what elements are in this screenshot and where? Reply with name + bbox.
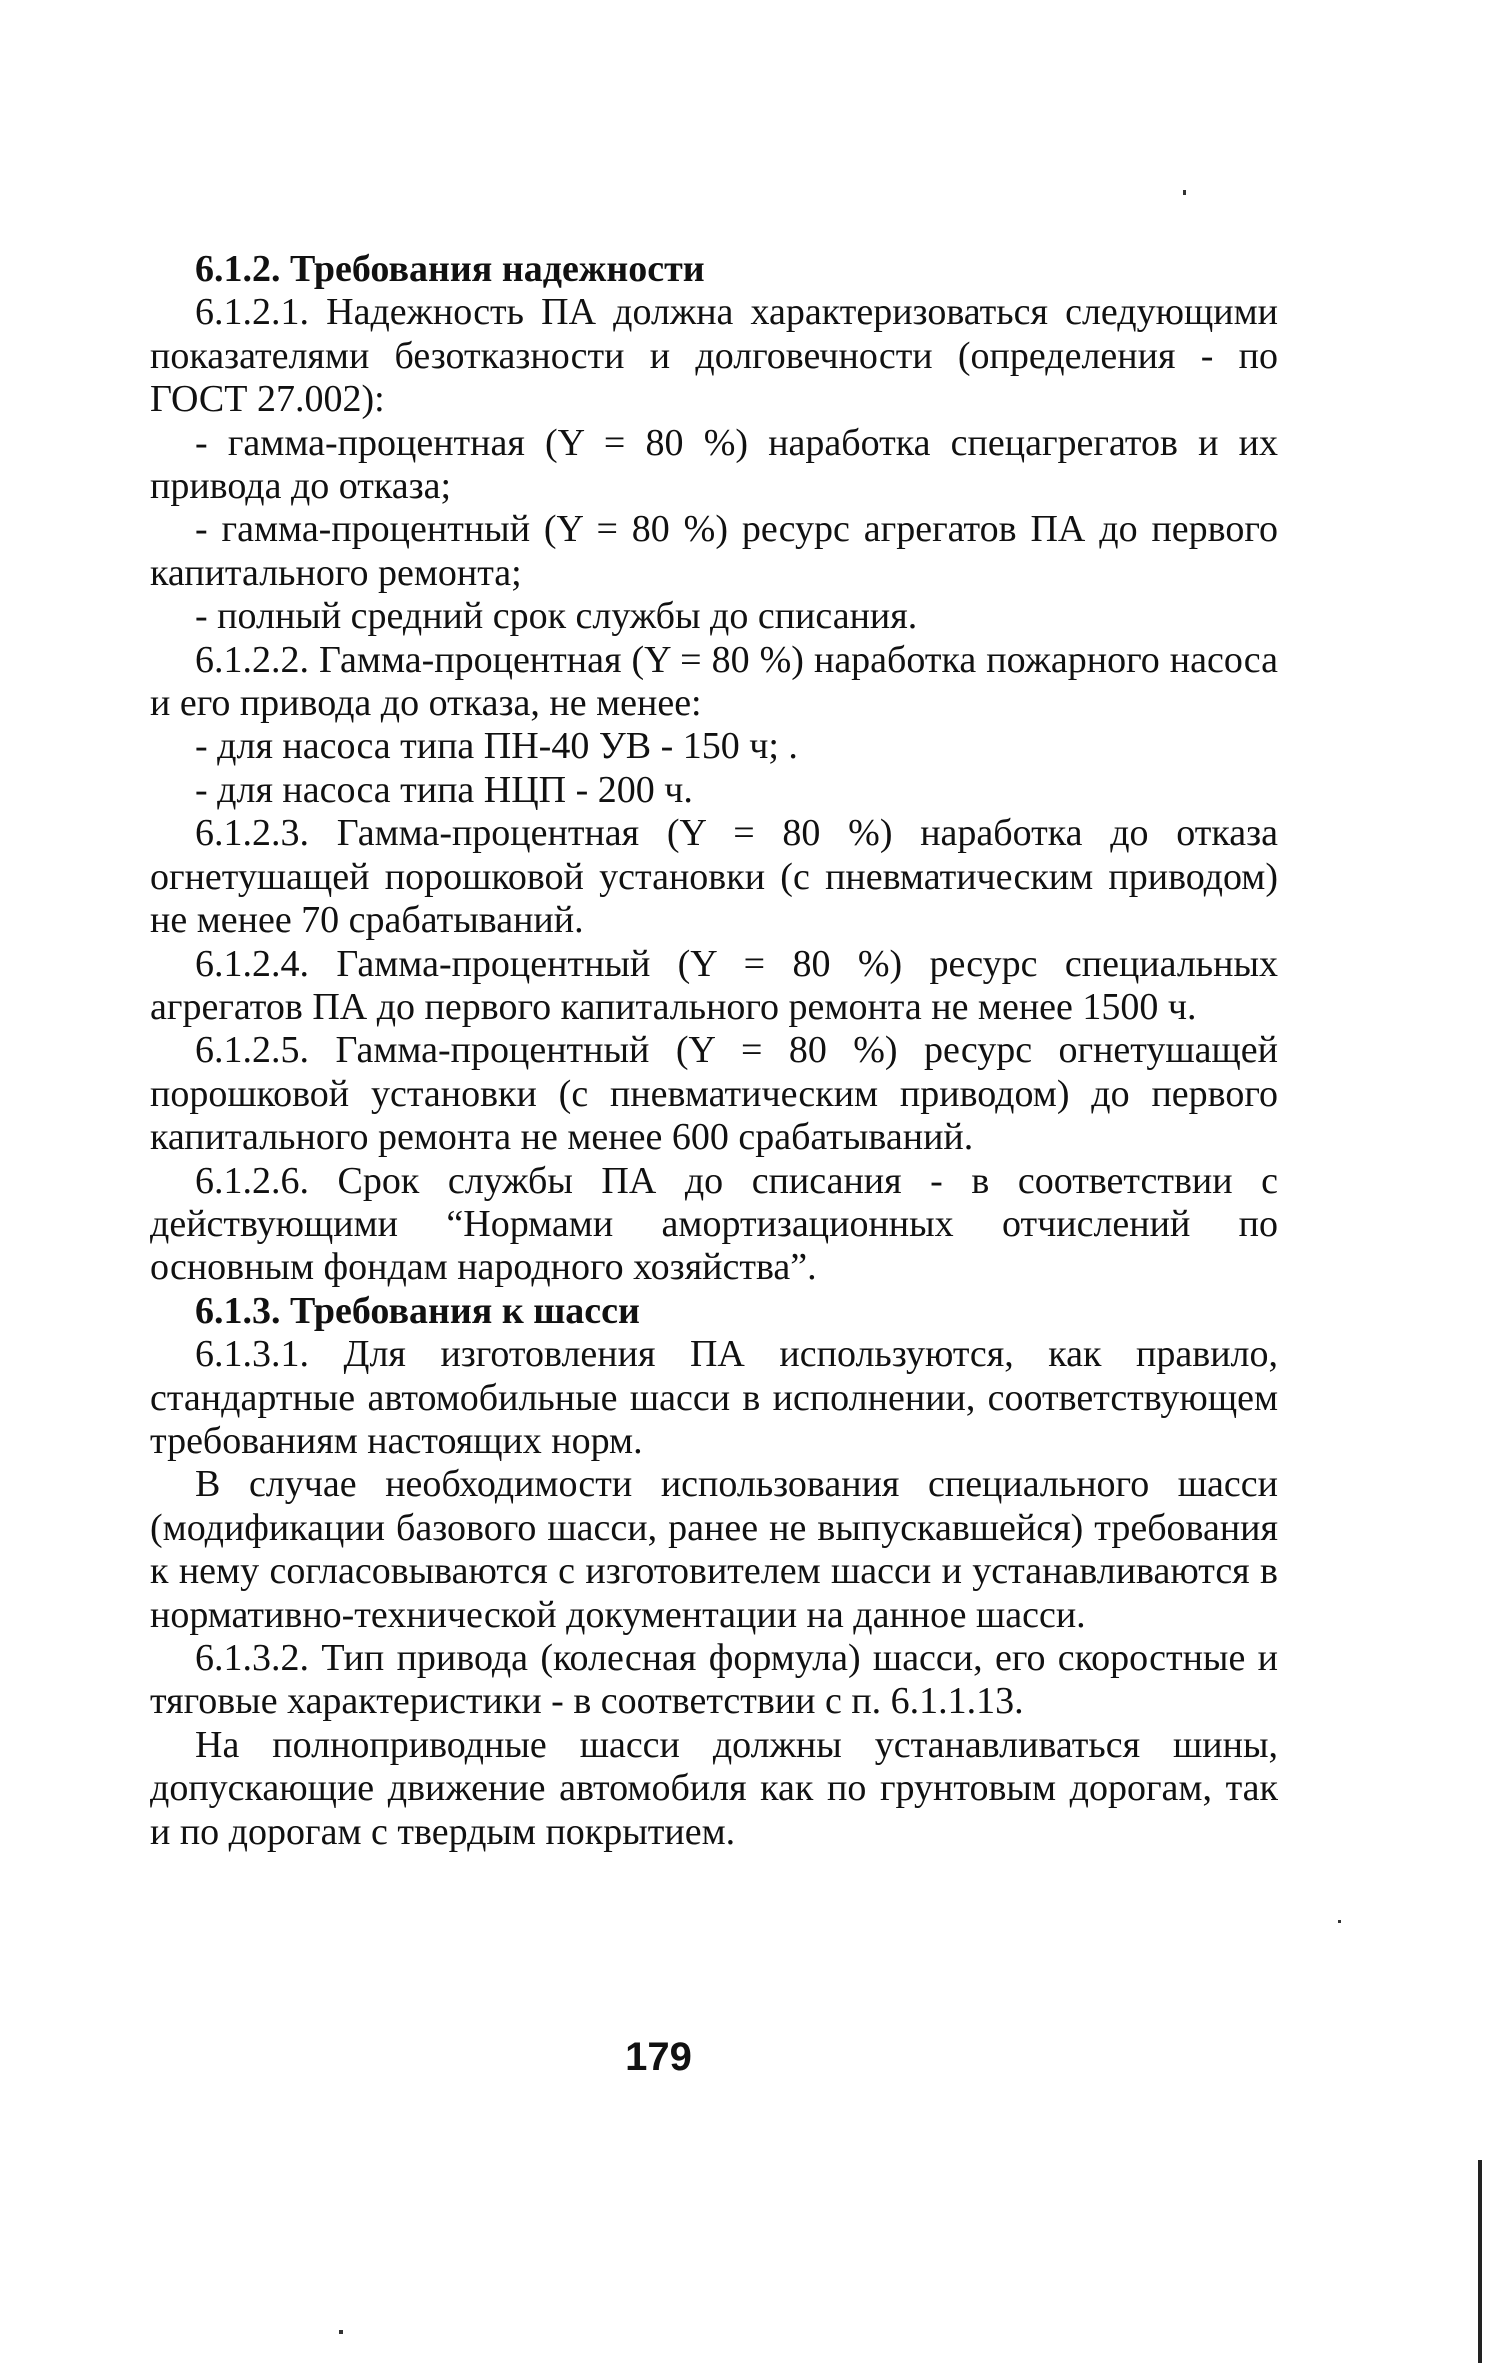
page-number: 179 <box>625 2035 692 2079</box>
paragraph-6-1-2-5: 6.1.2.5. Гамма-процентный (Y = 80 %) ресурс огнетушащей порошковой установки (с пневматическим приводом) до первого капитального ремонта не менее 600 срабатываний. <box>150 1029 1278 1159</box>
paragraph-6-1-3-2: 6.1.3.2. Тип привода (колесная формула) шасси, его скоростные и тяговые характеристики - в соответствии с п. 6.1.1.13. <box>150 1637 1278 1723</box>
list-item-pump-pn40: - для насоса типа ПН-40 УВ - 150 ч; . <box>195 725 798 768</box>
section-heading-reliability: 6.1.2. Требования надежности <box>195 248 705 290</box>
scan-speck <box>1183 190 1186 195</box>
paragraph-6-1-2-3: 6.1.2.3. Гамма-процентная (Y = 80 %) наработка до отказа огнетушащей порошковой установки (с пневматическим приводом) не менее 70 срабатываний. <box>150 812 1278 942</box>
paragraph-all-wheel-drive-tires: На полноприводные шасси должны устанавливаться шины, допускающие движение автомобиля как по грунтовым дорогам, так и по дорогам с твердым покрытием. <box>150 1723 1278 1853</box>
list-item-pump-ncp: - для насоса типа НЦП - 200 ч. <box>195 768 693 811</box>
scan-edge-line <box>1478 2160 1482 2363</box>
scan-speck <box>339 2330 343 2334</box>
paragraph-6-1-2-2: 6.1.2.2. Гамма-процентная (Y = 80 %) наработка пожарного насоса и его привода до отказа, не менее: <box>150 638 1278 725</box>
section-heading-chassis: 6.1.3. Требования к шасси <box>195 1289 640 1332</box>
list-item-gamma-resource: - гамма-процентный (Y = 80 %) ресурс агрегатов ПА до первого капитального ремонта; <box>150 508 1278 594</box>
page-body <box>150 248 1278 1854</box>
list-item-gamma-operating-time: - гамма-процентная (Y = 80 %) наработка спецагрегатов и их привода до отказа; <box>150 421 1278 508</box>
paragraph-6-1-2-4: 6.1.2.4. Гамма-процентный (Y = 80 %) ресурс специальных агрегатов ПА до первого капитального ремонта не менее 1500 ч. <box>150 942 1278 1028</box>
list-item-service-life: - полный средний срок службы до списания. <box>195 595 918 638</box>
paragraph-6-1-2-6: 6.1.2.6. Срок службы ПА до списания - в соответствии с действующими “Нормами амортизационных отчислений по основным фондам народного хозяйства”. <box>150 1159 1278 1289</box>
paragraph-special-chassis: В случае необходимости использования специального шасси (модификации базового шасси, ранее не выпускавшейся) требования к нему согласовываются с изготовителем шасси и устанавливаются в нормативно-технической документации на данное шасси. <box>150 1463 1278 1636</box>
paragraph-6-1-2-1: 6.1.2.1. Надежность ПА должна характеризоваться следующими показателями безотказности и долговечности (определения - по ГОСТ 27.002): <box>150 291 1278 421</box>
scan-speck <box>1338 1920 1341 1923</box>
paragraph-6-1-3-1: 6.1.3.1. Для изготовления ПА используются, как правило, стандартные автомобильные шасси в исполнении, соответствующем требованиям настоящих норм. <box>150 1333 1278 1462</box>
